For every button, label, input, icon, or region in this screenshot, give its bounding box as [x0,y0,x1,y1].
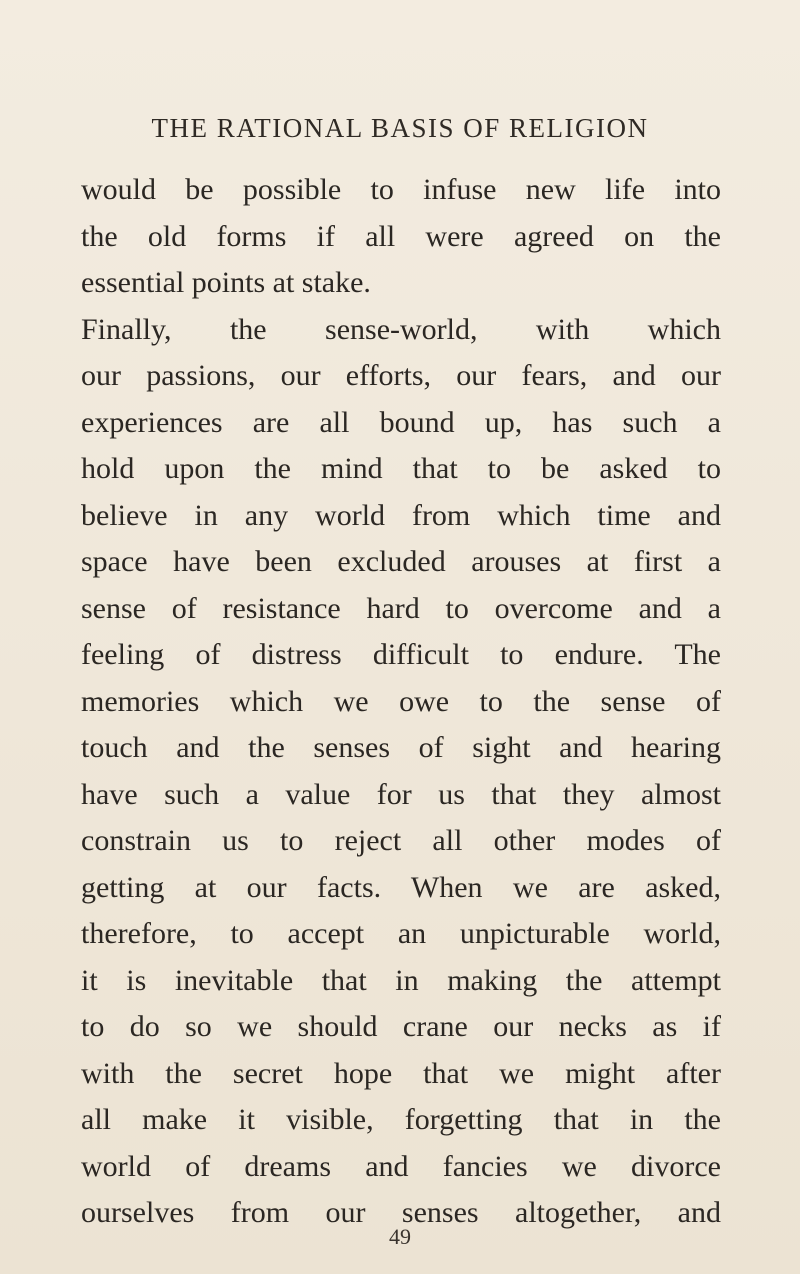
text-line: hold upon the mind that to be asked to [81,452,721,485]
text-line: with the secret hope that we might after [81,1056,721,1090]
text-line: Finally, the sense-world, with which [81,312,721,346]
text-line: all make it visible, forgetting that in the [81,1103,721,1136]
text-line: would be possible to infuse new life into [81,173,721,206]
text-line: it is inevitable that in making the attempt [81,963,721,997]
text-line: world of dreams and fancies we divorce [81,1149,721,1183]
text-line: believe in any world from which time and [81,498,721,532]
text-line: getting at our facts. When we are asked, [81,870,721,904]
text-line: touch and the senses of sight and hearing [81,731,721,764]
text-line: the old forms if all were agreed on the [81,219,721,253]
text-line: space have been excluded arouses at first a [81,545,721,578]
text-line: constrain us to reject all other modes of [81,824,721,857]
page-number: 49 [389,1224,411,1249]
text-line: ourselves from our senses altogether, and [81,1196,721,1229]
text-line: feeling of distress difficult to endure. The [81,638,721,671]
text-line: to do so we should crane our necks as if [81,1010,721,1043]
text-line: our passions, our efforts, our fears, and our [81,359,721,392]
body-text [81,167,721,1237]
text-line: experiences are all bound up, has such a [81,405,721,439]
text-line: sense of resistance hard to overcome and a [81,591,721,625]
running-title: THE RATIONAL BASIS OF RELIGION [151,113,649,143]
text-line: memories which we owe to the sense of [81,684,721,718]
text-line: have such a value for us that they almost [81,777,721,811]
text-line: essential points at stake. [81,266,371,299]
text-line: therefore, to accept an unpicturable world, [81,917,721,950]
